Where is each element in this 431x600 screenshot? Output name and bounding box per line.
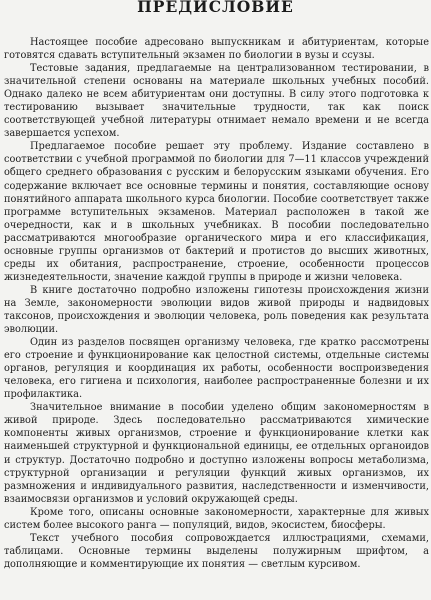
paragraph: Один из разделов посвящен организму человека, где кратко рассмотрены его строение и функционирование как целостной системы, отдельные системы органов, регуляция и координация их работы, особенности воспроизведения человека, его гигиена и психология, наиболее распространенные болезни и их профилактика.	[4, 337, 429, 401]
paragraph: Настоящее пособие адресовано выпускникам и абитуриентам, которые готовятся сдавать вступительный экзамен по биологии в вузы и ссузы.	[4, 37, 429, 62]
paragraph: Текст учебного пособия сопровождается иллюстрациями, схемами, таблицами. Основные термины выделены полужирным шрифтом, а дополняющие и комментирующие их понятия — светлым курсивом.	[4, 532, 429, 570]
paragraph: Кроме того, описаны основные закономерности, характерные для живых систем более высокого ранга — популяций, видов, экосистем, биосферы.	[4, 506, 429, 531]
paragraph: Значительное внимание в пособии уделено общим закономерностям в живой природе. Здесь последовательно рассматриваются химические компоненты живых организмов, строение и функционирование клетки как наименьшей структурной и функциональной единицы, ее отдельных органоидов и структур. Достаточно подробно и доступно изложены вопросы метаболизма, структурной организации и регуляции функций живых организмов, их размножения и индивидуального развития, наследственности и изменчивости, взаимосвязи организмов и условий окружающей среды.	[4, 402, 429, 505]
paragraph: В книге достаточно подробно изложены гипотезы происхождения жизни на Земле, закономерности эволюции видов живой природы и надвидовых таксонов, происхождения и эволюции человека, роль поведения как результата эволюции.	[4, 284, 429, 336]
paragraph: Предлагаемое пособие решает эту проблему. Издание составлено в соответствии с учебной программой по биологии для 7—11 классов учреждений общего среднего образования с русским и белорусским языками обучения. Его содержание включает все основные термины и понятия, составляющие основу понятийного аппарата школьного курса биологии. Пособие соответствует также программе вступительных экзаменов. Материал расположен в такой же очередности, как и в школьных учебниках. В пособии последовательно рассматриваются многообразие органического мира и его классификация, основные группы организмов от бактерий и протистов до высших животных, среды их обитания, распространение, строение, особенности процессов жизнедеятельности, значение каждой группы в природе и жизни человека.	[4, 141, 429, 283]
preface-body	[4, 36, 429, 571]
paragraph: Тестовые задания, предлагаемые на централизованном тестировании, в значительной степени основаны на материале школьных учебных пособий. Однако далеко не всем абитуриентам они доступны. В силу этого подготовка к тестированию вызывает значительные трудности, так как поиск соответствующей учебной литературы отнимает немало времени и не всегда завершается успехом.	[4, 63, 429, 140]
page-heading: ПРЕДИСЛОВИЕ	[137, 0, 294, 16]
